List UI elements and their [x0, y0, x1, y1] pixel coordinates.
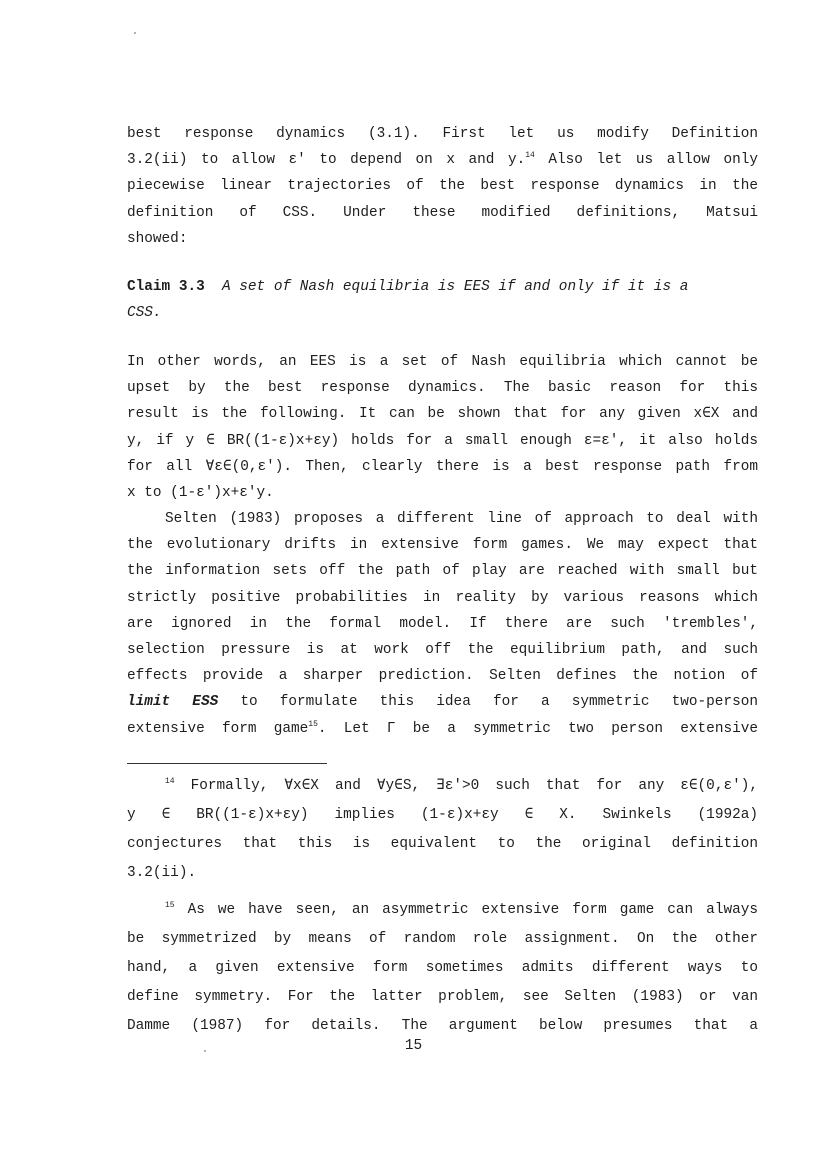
text-line: y ∈ BR((1-ε)x+εy) implies (1-ε)x+εy ∈ X. Swinkels (1992a) — [127, 807, 758, 823]
text-span: As we have seen, an asymmetric extensive form game can always — [174, 902, 758, 918]
text-line: the evolutionary drifts in extensive form games. We may expect that — [127, 537, 758, 554]
text-line: CSS. — [127, 305, 162, 322]
page-number: 15 — [404, 1038, 423, 1054]
claim-label: Claim 3.3 — [127, 279, 205, 295]
footnote-ref-14: 14 — [525, 151, 535, 161]
text-line: are ignored in the formal model. If there are such 'trembles', — [127, 615, 758, 632]
footnote-mark-14: 14 — [165, 777, 175, 786]
paragraph-3 — [127, 506, 758, 742]
text-line: Damme (1987) for details. The argument below presumes that a — [127, 1018, 758, 1034]
text-line: result is the following. It can be shown that for any given x∈X and — [127, 406, 758, 423]
claim-3-3 — [127, 274, 758, 326]
text-line: for all ∀ε∈(0,ε'). Then, clearly there is a best response path from — [127, 458, 758, 475]
footnote-15 — [127, 896, 758, 1041]
text-span: Formally, ∀x∈X and ∀y∈S, ∃ε'>0 such that for any ε∈(0,ε'), — [174, 778, 758, 794]
text-line: In other words, an EES is a set of Nash equilibria which cannot be — [127, 354, 758, 370]
scan-speck — [134, 32, 136, 34]
footnote-separator — [127, 763, 327, 764]
footnote-ref-15: 15 — [308, 719, 318, 729]
text-line: be symmetrized by means of random role assignment. On the other — [127, 931, 758, 947]
footnote-mark-15: 15 — [165, 901, 175, 910]
limit-ess-term: limit ESS — [127, 694, 219, 711]
text-line — [127, 716, 758, 742]
text-line: conjectures that this is equivalent to the original definition — [127, 836, 758, 852]
text-line: definition of CSS. Under these modified definitions, Matsui — [127, 204, 758, 221]
text-line: showed: — [127, 230, 188, 247]
paragraph-1 — [127, 121, 758, 252]
text-line — [127, 274, 758, 300]
text-span: 3.2(ii) to allow ε' to depend on x and y. — [127, 152, 526, 169]
text-line: hand, a given extensive form sometimes admits different ways to — [127, 960, 758, 976]
text-span: to formulate this idea for a symmetric two-person — [218, 694, 758, 711]
text-line: y, if y ∈ BR((1-ε)x+εy) holds for a small enough ε=ε', it also holds — [127, 432, 758, 449]
text-span: extensive form game — [127, 720, 309, 737]
text-line: Selten (1983) proposes a different line of approach to deal with — [165, 511, 758, 527]
text-line: upset by the best response dynamics. The basic reason for this — [127, 380, 758, 397]
text-line: selection pressure is at work off the equilibrium path, and such — [127, 641, 758, 658]
text-line: effects provide a sharper prediction. Selten defines the notion of — [127, 668, 758, 685]
text-line — [127, 896, 758, 925]
claim-text: A set of Nash equilibria is EES if and only if it is a — [222, 279, 689, 295]
footnote-14 — [127, 772, 758, 888]
text-line — [127, 689, 758, 715]
text-span: . Let Γ be a symmetric two person extensive — [317, 720, 758, 737]
text-line: strictly positive probabilities in reality by various reasons which — [127, 589, 758, 606]
text-line: piecewise linear trajectories of the best response dynamics in the — [127, 178, 758, 195]
paragraph-2 — [127, 349, 758, 506]
text-line: x to (1-ε')x+ε'y. — [127, 484, 274, 501]
text-line — [127, 147, 758, 173]
text-line: 3.2(ii). — [127, 865, 197, 881]
text-line: best response dynamics (3.1). First let us modify Definition — [127, 126, 758, 142]
text-line: define symmetry. For the latter problem, see Selten (1983) or van — [127, 989, 758, 1005]
text-span: Also let us allow only — [534, 152, 758, 169]
text-line: the information sets off the path of play are reached with small but — [127, 563, 758, 580]
text-line — [127, 772, 758, 801]
